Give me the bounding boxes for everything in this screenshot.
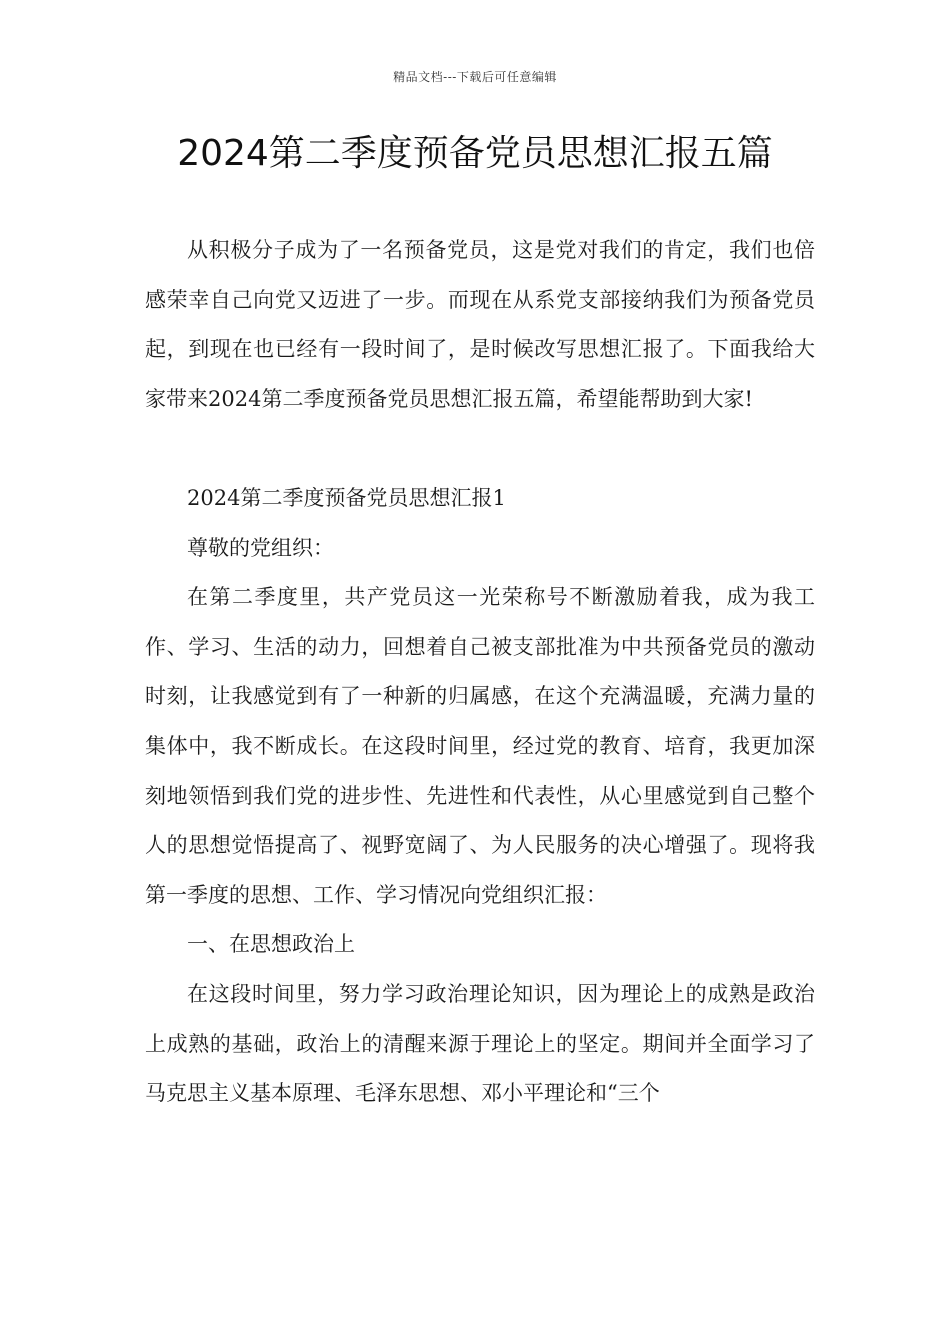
section-title: 2024第二季度预备党员思想汇报1 <box>187 485 506 510</box>
section-heading: 一、在思想政治上 <box>187 932 355 957</box>
paragraph-gap <box>145 424 815 474</box>
document-body <box>145 226 815 1119</box>
intro-paragraph: 从积极分子成为了一名预备党员，这是党对我们的肯定，我们也倍感荣幸自己向党又迈进了一步。而现在从系党支部接纳我们为预备党员起，到现在也已经有一段时间了，是时候改写思想汇报了。下面我给大家带来2024第二季度预备党员思想汇报五篇，希望能帮助到大家! <box>145 238 815 411</box>
body-paragraph: 在这段时间里，努力学习政治理论知识，因为理论上的成熟是政治上成熟的基础，政治上的清醒来源于理论上的坚定。期间并全面学习了马克思主义基本原理、毛泽东思想、邓小平理论和“三个 <box>145 981 815 1106</box>
salutation: 尊敬的党组织： <box>187 535 334 560</box>
header-note: 精品文档---下载后可任意编辑 <box>393 70 557 84</box>
body-paragraph: 在第二季度里，共产党员这一光荣称号不断激励着我，成为我工作、学习、生活的动力，回想着自己被支部批准为中共预备党员的激动时刻，让我感觉到有了一种新的归属感，在这个充满温暖，充满力量的集体中，我不断成长。在这段时间里，经过党的教育、培育，我更加深刻地领悟到我们党的进步性、先进性和代表性，从心里感觉到自己整个人的思想觉悟提高了、视野宽阔了、为人民服务的决心增强了。现将我第一季度的思想、工作、学习情况向党组织汇报： <box>145 585 815 907</box>
document-title: 2024第二季度预备党员思想汇报五篇 <box>177 133 773 174</box>
